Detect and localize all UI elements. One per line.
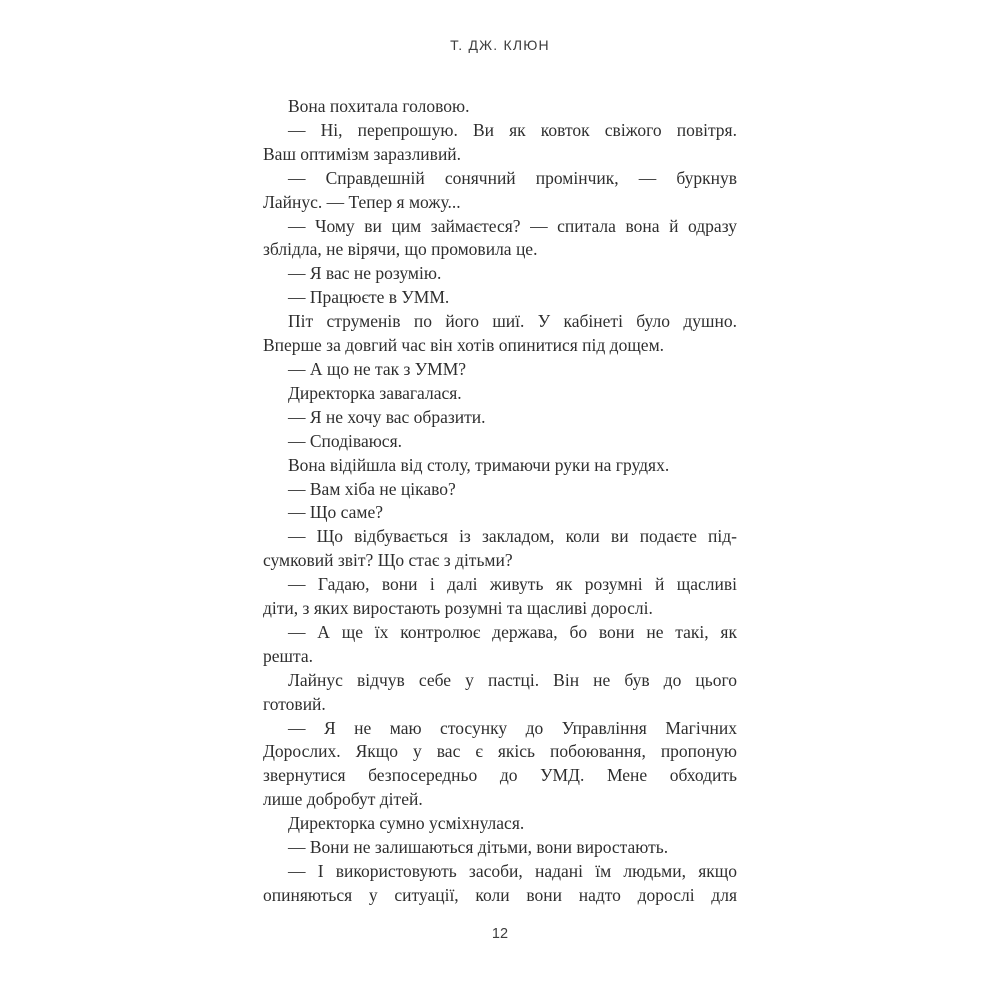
text-line: — Що саме?: [288, 502, 384, 523]
text-line: Вона відійшла від столу, тримаючи руки на грудях.: [288, 454, 670, 475]
running-header-author: Т. ДЖ. КЛЮН: [450, 37, 550, 53]
paragraph: [263, 836, 737, 860]
paragraph: [263, 717, 737, 813]
text-line: — Я не маю стосунку до Управління Магічних: [288, 717, 737, 738]
paragraph: [263, 406, 737, 430]
paragraph: [263, 860, 737, 908]
text-line: — Що відбувається із закладом, коли ви подаєте під-: [288, 526, 737, 547]
paragraph: [263, 525, 737, 573]
text-line: Дорослих. Якщо у вас є якісь побоювання, пропоную: [263, 741, 737, 762]
text-line: — А ще їх контролює держава, бо вони не такі, як: [288, 621, 737, 642]
paragraph: [263, 215, 737, 263]
paragraph: [263, 621, 737, 669]
paragraph: [263, 669, 737, 717]
paragraph: [263, 812, 737, 836]
text-line: сумковий звіт? Що стає з дітьми?: [263, 550, 513, 571]
paragraph: [263, 286, 737, 310]
text-line: Лайнус відчув себе у пастці. Він не був до цього: [288, 669, 737, 690]
text-line: — Сподіваюся.: [288, 430, 402, 451]
text-line: зблідла, не вірячи, що промовила це.: [263, 239, 538, 260]
paragraph: [263, 454, 737, 478]
paragraph: [263, 501, 737, 525]
paragraph: [263, 573, 737, 621]
text-line: Директорка сумно усміхнулася.: [288, 813, 525, 834]
page-number: 12: [491, 926, 509, 942]
text-line: — Ні, перепрошую. Ви як ковток свіжого повітря.: [288, 119, 737, 140]
text-line: опиняються у ситуації, коли вони надто дорослі для: [263, 884, 737, 905]
text-line: готовий.: [263, 693, 326, 714]
body-text-block: [263, 95, 737, 908]
paragraph: [263, 262, 737, 286]
text-line: — Я вас не розумію.: [288, 263, 442, 284]
paragraph: [263, 119, 737, 167]
paragraph: [263, 358, 737, 382]
text-line: Лайнус. — Тепер я можу...: [263, 191, 461, 212]
text-line: Вона похитала головою.: [288, 96, 470, 116]
text-line: — А що не так з УММ?: [288, 358, 467, 379]
text-line: решта.: [263, 645, 313, 666]
paragraph: [263, 167, 737, 215]
text-line: — Я не хочу вас образити.: [288, 406, 486, 427]
text-line: звернутися безпосередньо до УМД. Мене обходить: [263, 765, 737, 786]
text-line: — Чому ви цим займаєтеся? — спитала вона й одразу: [288, 215, 737, 236]
text-line: — Вам хіба не цікаво?: [288, 478, 456, 499]
paragraph: [263, 310, 737, 358]
text-line: Піт струменів по його шиї. У кабінеті було душно.: [288, 311, 737, 332]
text-line: — Справдешній сонячний промінчик, — буркнув: [288, 167, 737, 188]
text-line: — Працюєте в УММ.: [288, 287, 450, 308]
text-line: — Вони не залишаються дітьми, вони виростають.: [288, 837, 669, 858]
paragraph: [263, 478, 737, 502]
text-line: Ваш оптимізм заразливий.: [263, 143, 462, 164]
text-line: діти, з яких виростають розумні та щасливі дорослі.: [263, 598, 653, 619]
paragraph: [263, 382, 737, 406]
paragraph: [263, 430, 737, 454]
text-line: — Гадаю, вони і далі живуть як розумні й щасливі: [288, 574, 737, 595]
text-line: Вперше за довгий час він хотів опинитися під дощем.: [263, 335, 665, 356]
text-line: Директорка завагалася.: [288, 382, 462, 403]
text-line: — І використовують засоби, надані їм людьми, якщо: [288, 861, 737, 881]
text-line: лише добробут дітей.: [263, 789, 423, 810]
paragraph: [263, 95, 737, 119]
